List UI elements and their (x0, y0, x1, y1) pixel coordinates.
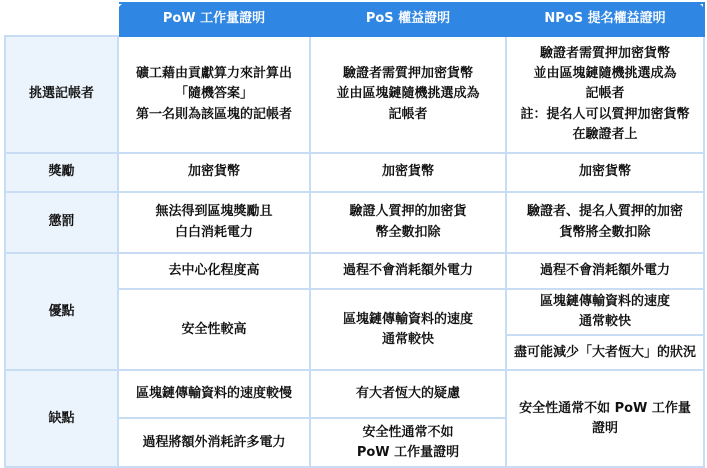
cell-npos-disadvantage-1: 安全性通常不如 PoW 工作量 證明 (506, 370, 704, 467)
row-bookkeeper (5, 36, 704, 153)
row-label-reward: 獎勵 (5, 153, 118, 192)
cell-npos-bookkeeper: 驗證者需質押加密貨幣 並由區塊鏈隨機挑選成為 記帳者 註：提名人可以質押加密貨幣 在驗證者上 (506, 36, 704, 153)
cell-pow-bookkeeper: 礦工藉由貢獻算力來計算出 「隨機答案」 第一名則為該區塊的記帳者 (118, 36, 310, 153)
header-row (5, 3, 704, 36)
row-disadvantages-1 (5, 370, 704, 418)
row-label-bookkeeper: 挑選記帳者 (5, 36, 118, 153)
header-pos: PoS 權益證明 (310, 3, 506, 36)
cell-npos-advantage-1: 過程不會消耗額外電力 (506, 253, 704, 289)
row-label-disadvantages: 缺點 (5, 370, 118, 467)
header-pow: PoW 工作量證明 (118, 3, 310, 36)
cell-pos-disadvantage-2: 安全性通常不如 PoW 工作量證明 (310, 418, 506, 467)
cell-pos-penalty: 驗證人質押的加密貨 幣全數扣除 (310, 192, 506, 253)
cell-npos-advantage-3: 盡可能減少「大者恆大」的狀況 (506, 335, 704, 370)
cell-npos-reward: 加密貨幣 (506, 153, 704, 192)
cell-pow-advantage-2: 安全性較高 (118, 289, 310, 370)
row-reward (5, 153, 704, 192)
header-npos: NPoS 提名權益證明 (506, 3, 704, 36)
row-label-penalty: 懲罰 (5, 192, 118, 253)
cell-pos-bookkeeper: 驗證者需質押加密貨幣 並由區塊鏈隨機挑選成為 記帳者 (310, 36, 506, 153)
cell-pow-disadvantage-2: 過程將額外消耗許多電力 (118, 418, 310, 467)
cell-pow-disadvantage-1: 區塊鏈傳輸資料的速度較慢 (118, 370, 310, 418)
row-label-advantages: 優點 (5, 253, 118, 370)
cell-pos-advantage-1: 過程不會消耗額外電力 (310, 253, 506, 289)
cell-pow-reward: 加密貨幣 (118, 153, 310, 192)
cell-npos-penalty: 驗證者、提名人質押的加密 貨幣將全數扣除 (506, 192, 704, 253)
cell-pow-penalty: 無法得到區塊獎勵且 白白消耗電力 (118, 192, 310, 253)
cell-npos-advantage-2: 區塊鏈傳輸資料的速度 通常較快 (506, 289, 704, 335)
cell-pos-disadvantage-1: 有大者恆大的疑慮 (310, 370, 506, 418)
row-advantages-1 (5, 253, 704, 289)
cell-pos-advantage-2: 區塊鏈傳輸資料的速度 通常較快 (310, 289, 506, 370)
row-penalty (5, 192, 704, 253)
cell-pow-advantage-1: 去中心化程度高 (118, 253, 310, 289)
consensus-comparison-table (4, 2, 705, 468)
cell-pos-reward: 加密貨幣 (310, 153, 506, 192)
header-corner (5, 3, 118, 36)
